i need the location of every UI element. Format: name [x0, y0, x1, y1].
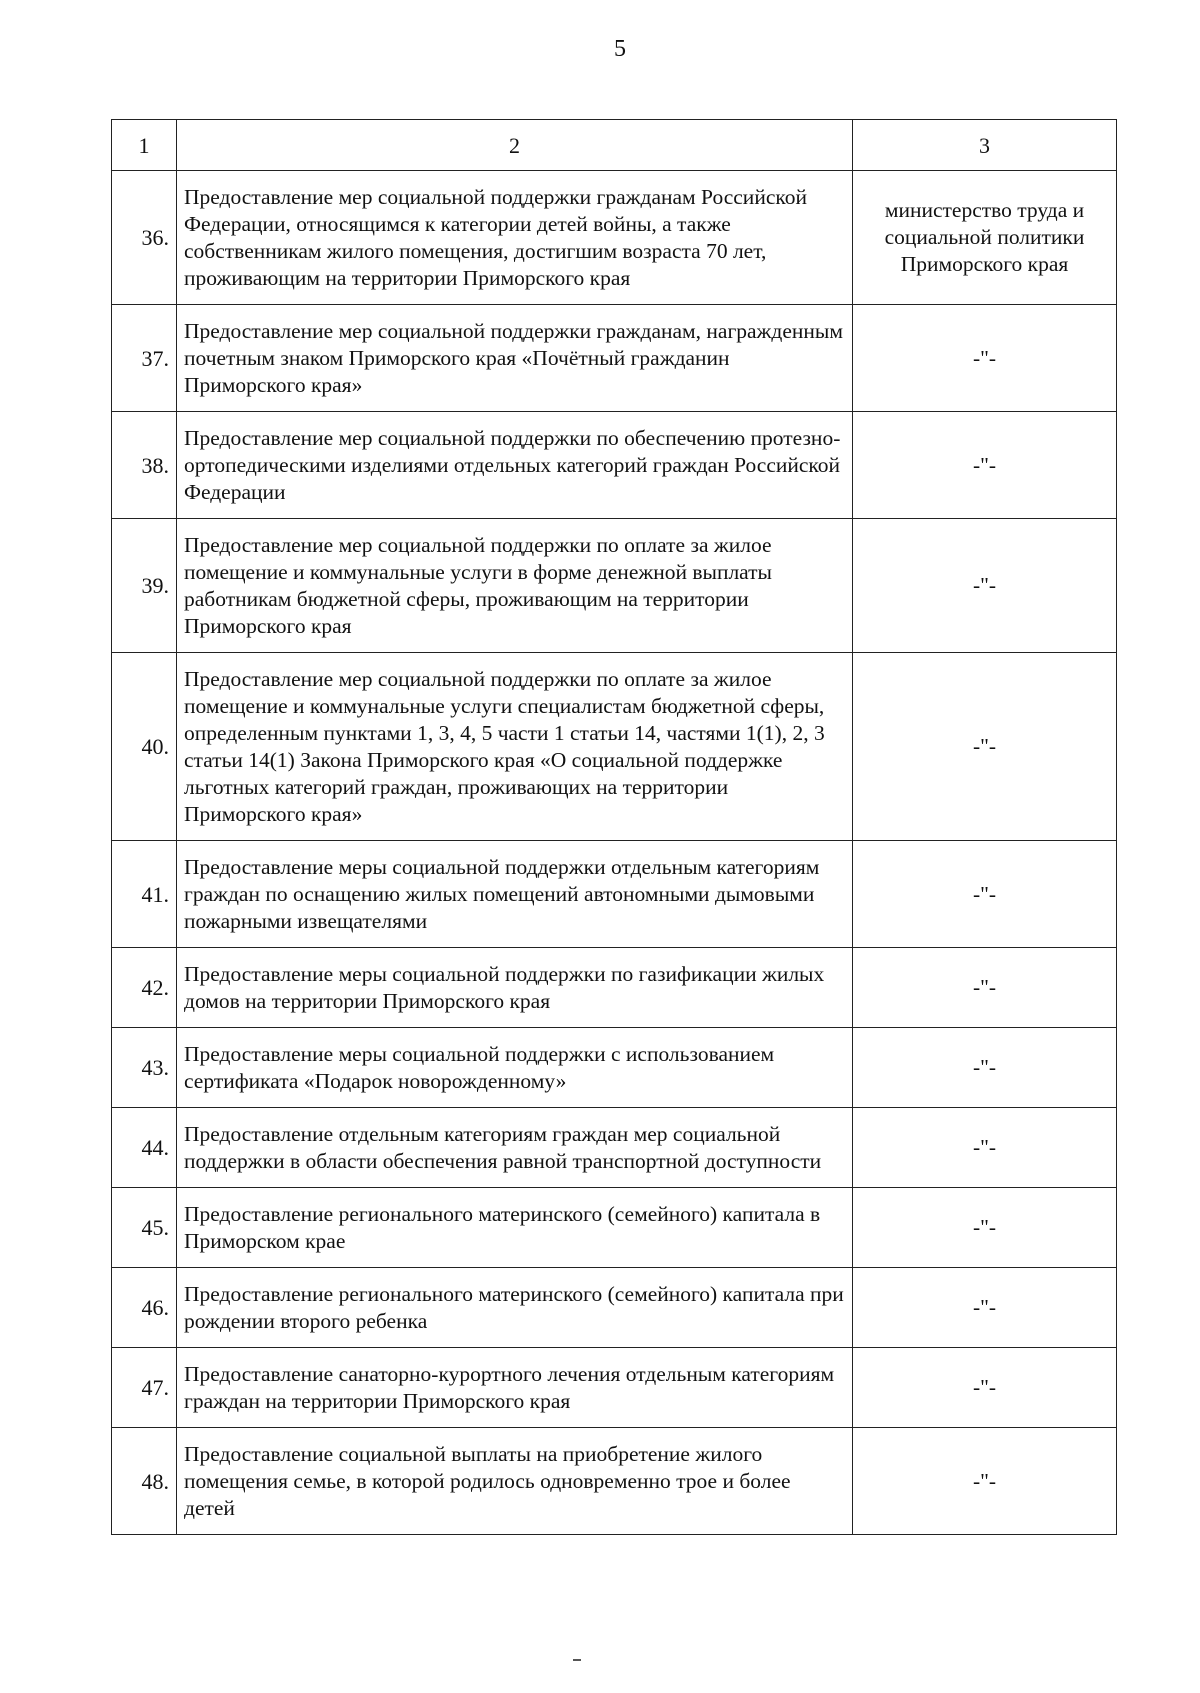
table-row — [112, 1268, 1117, 1348]
table-row — [112, 948, 1117, 1028]
table-row — [112, 841, 1117, 948]
responsible-authority: -"- — [853, 519, 1117, 653]
table-row — [112, 519, 1117, 653]
service-name: Предоставление отдельным категориям граждан мер социальной поддержки в области обеспечения равной транспортной доступности — [177, 1108, 853, 1188]
responsible-authority: -"- — [853, 412, 1117, 519]
service-name: Предоставление меры социальной поддержки отдельным категориям граждан по оснащению жилых помещений автономными дымовыми пожарными извещателями — [177, 841, 853, 948]
responsible-authority: -"- — [853, 305, 1117, 412]
header-row — [112, 120, 1117, 171]
responsible-authority: -"- — [853, 841, 1117, 948]
table-row — [112, 305, 1117, 412]
responsible-authority: -"- — [853, 1028, 1117, 1108]
service-name: Предоставление санаторно-курортного лечения отдельным категориям граждан на территории Приморского края — [177, 1348, 853, 1428]
header-col-service: 2 — [177, 120, 853, 171]
row-number: 48. — [112, 1428, 177, 1535]
service-name: Предоставление регионального материнского (семейного) капитала при рождении второго ребенка — [177, 1268, 853, 1348]
service-name: Предоставление мер социальной поддержки по оплате за жилое помещение и коммунальные услуги специалистам бюджетной сферы, определенным пунктами 1, 3, 4, 5 части 1 статьи 14, частями 1(1), 2, 3 статьи 14(1) Закона Приморского края «О социальной поддержке льготных категорий граждан, проживающих на территории Приморского края» — [177, 653, 853, 841]
table-header — [112, 120, 1117, 171]
service-name: Предоставление мер социальной поддержки по обеспечению протезно-ортопедическими изделиями отдельных категорий граждан Российской Федерации — [177, 412, 853, 519]
services-table — [111, 119, 1117, 1535]
table-row — [112, 1108, 1117, 1188]
row-number: 36. — [112, 171, 177, 305]
scan-mark — [573, 1659, 581, 1661]
responsible-authority: -"- — [853, 1428, 1117, 1535]
table-row — [112, 1348, 1117, 1428]
row-number: 40. — [112, 653, 177, 841]
row-number: 38. — [112, 412, 177, 519]
table-body — [112, 171, 1117, 1535]
responsible-authority: министерство труда и социальной политики Приморского края — [853, 171, 1117, 305]
responsible-authority: -"- — [853, 948, 1117, 1028]
row-number: 37. — [112, 305, 177, 412]
page-number: 5 — [614, 36, 626, 62]
service-name: Предоставление социальной выплаты на приобретение жилого помещения семье, в которой родилось одновременно трое и более детей — [177, 1428, 853, 1535]
row-number: 39. — [112, 519, 177, 653]
service-name: Предоставление регионального материнского (семейного) капитала в Приморском крае — [177, 1188, 853, 1268]
table-row — [112, 1428, 1117, 1535]
table-row — [112, 1028, 1117, 1108]
row-number: 46. — [112, 1268, 177, 1348]
row-number: 44. — [112, 1108, 177, 1188]
table-row — [112, 412, 1117, 519]
row-number: 47. — [112, 1348, 177, 1428]
service-name: Предоставление меры социальной поддержки по газификации жилых домов на территории Приморского края — [177, 948, 853, 1028]
table-row — [112, 171, 1117, 305]
header-col-number: 1 — [112, 120, 177, 171]
responsible-authority: -"- — [853, 1348, 1117, 1428]
table-row — [112, 653, 1117, 841]
service-name: Предоставление меры социальной поддержки с использованием сертификата «Подарок новорожденному» — [177, 1028, 853, 1108]
responsible-authority: -"- — [853, 1108, 1117, 1188]
responsible-authority: -"- — [853, 1268, 1117, 1348]
row-number: 45. — [112, 1188, 177, 1268]
row-number: 42. — [112, 948, 177, 1028]
header-col-authority: 3 — [853, 120, 1117, 171]
service-name: Предоставление мер социальной поддержки гражданам Российской Федерации, относящимся к категории детей войны, а также собственникам жилого помещения, достигшим возраста 70 лет, проживающим на территории Приморского края — [177, 171, 853, 305]
row-number: 43. — [112, 1028, 177, 1108]
service-name: Предоставление мер социальной поддержки гражданам, награжденным почетным знаком Приморского края «Почётный гражданин Приморского края» — [177, 305, 853, 412]
responsible-authority: -"- — [853, 1188, 1117, 1268]
service-name: Предоставление мер социальной поддержки по оплате за жилое помещение и коммунальные услуги в форме денежной выплаты работникам бюджетной сферы, проживающим на территории Приморского края — [177, 519, 853, 653]
row-number: 41. — [112, 841, 177, 948]
responsible-authority: -"- — [853, 653, 1117, 841]
table-row — [112, 1188, 1117, 1268]
